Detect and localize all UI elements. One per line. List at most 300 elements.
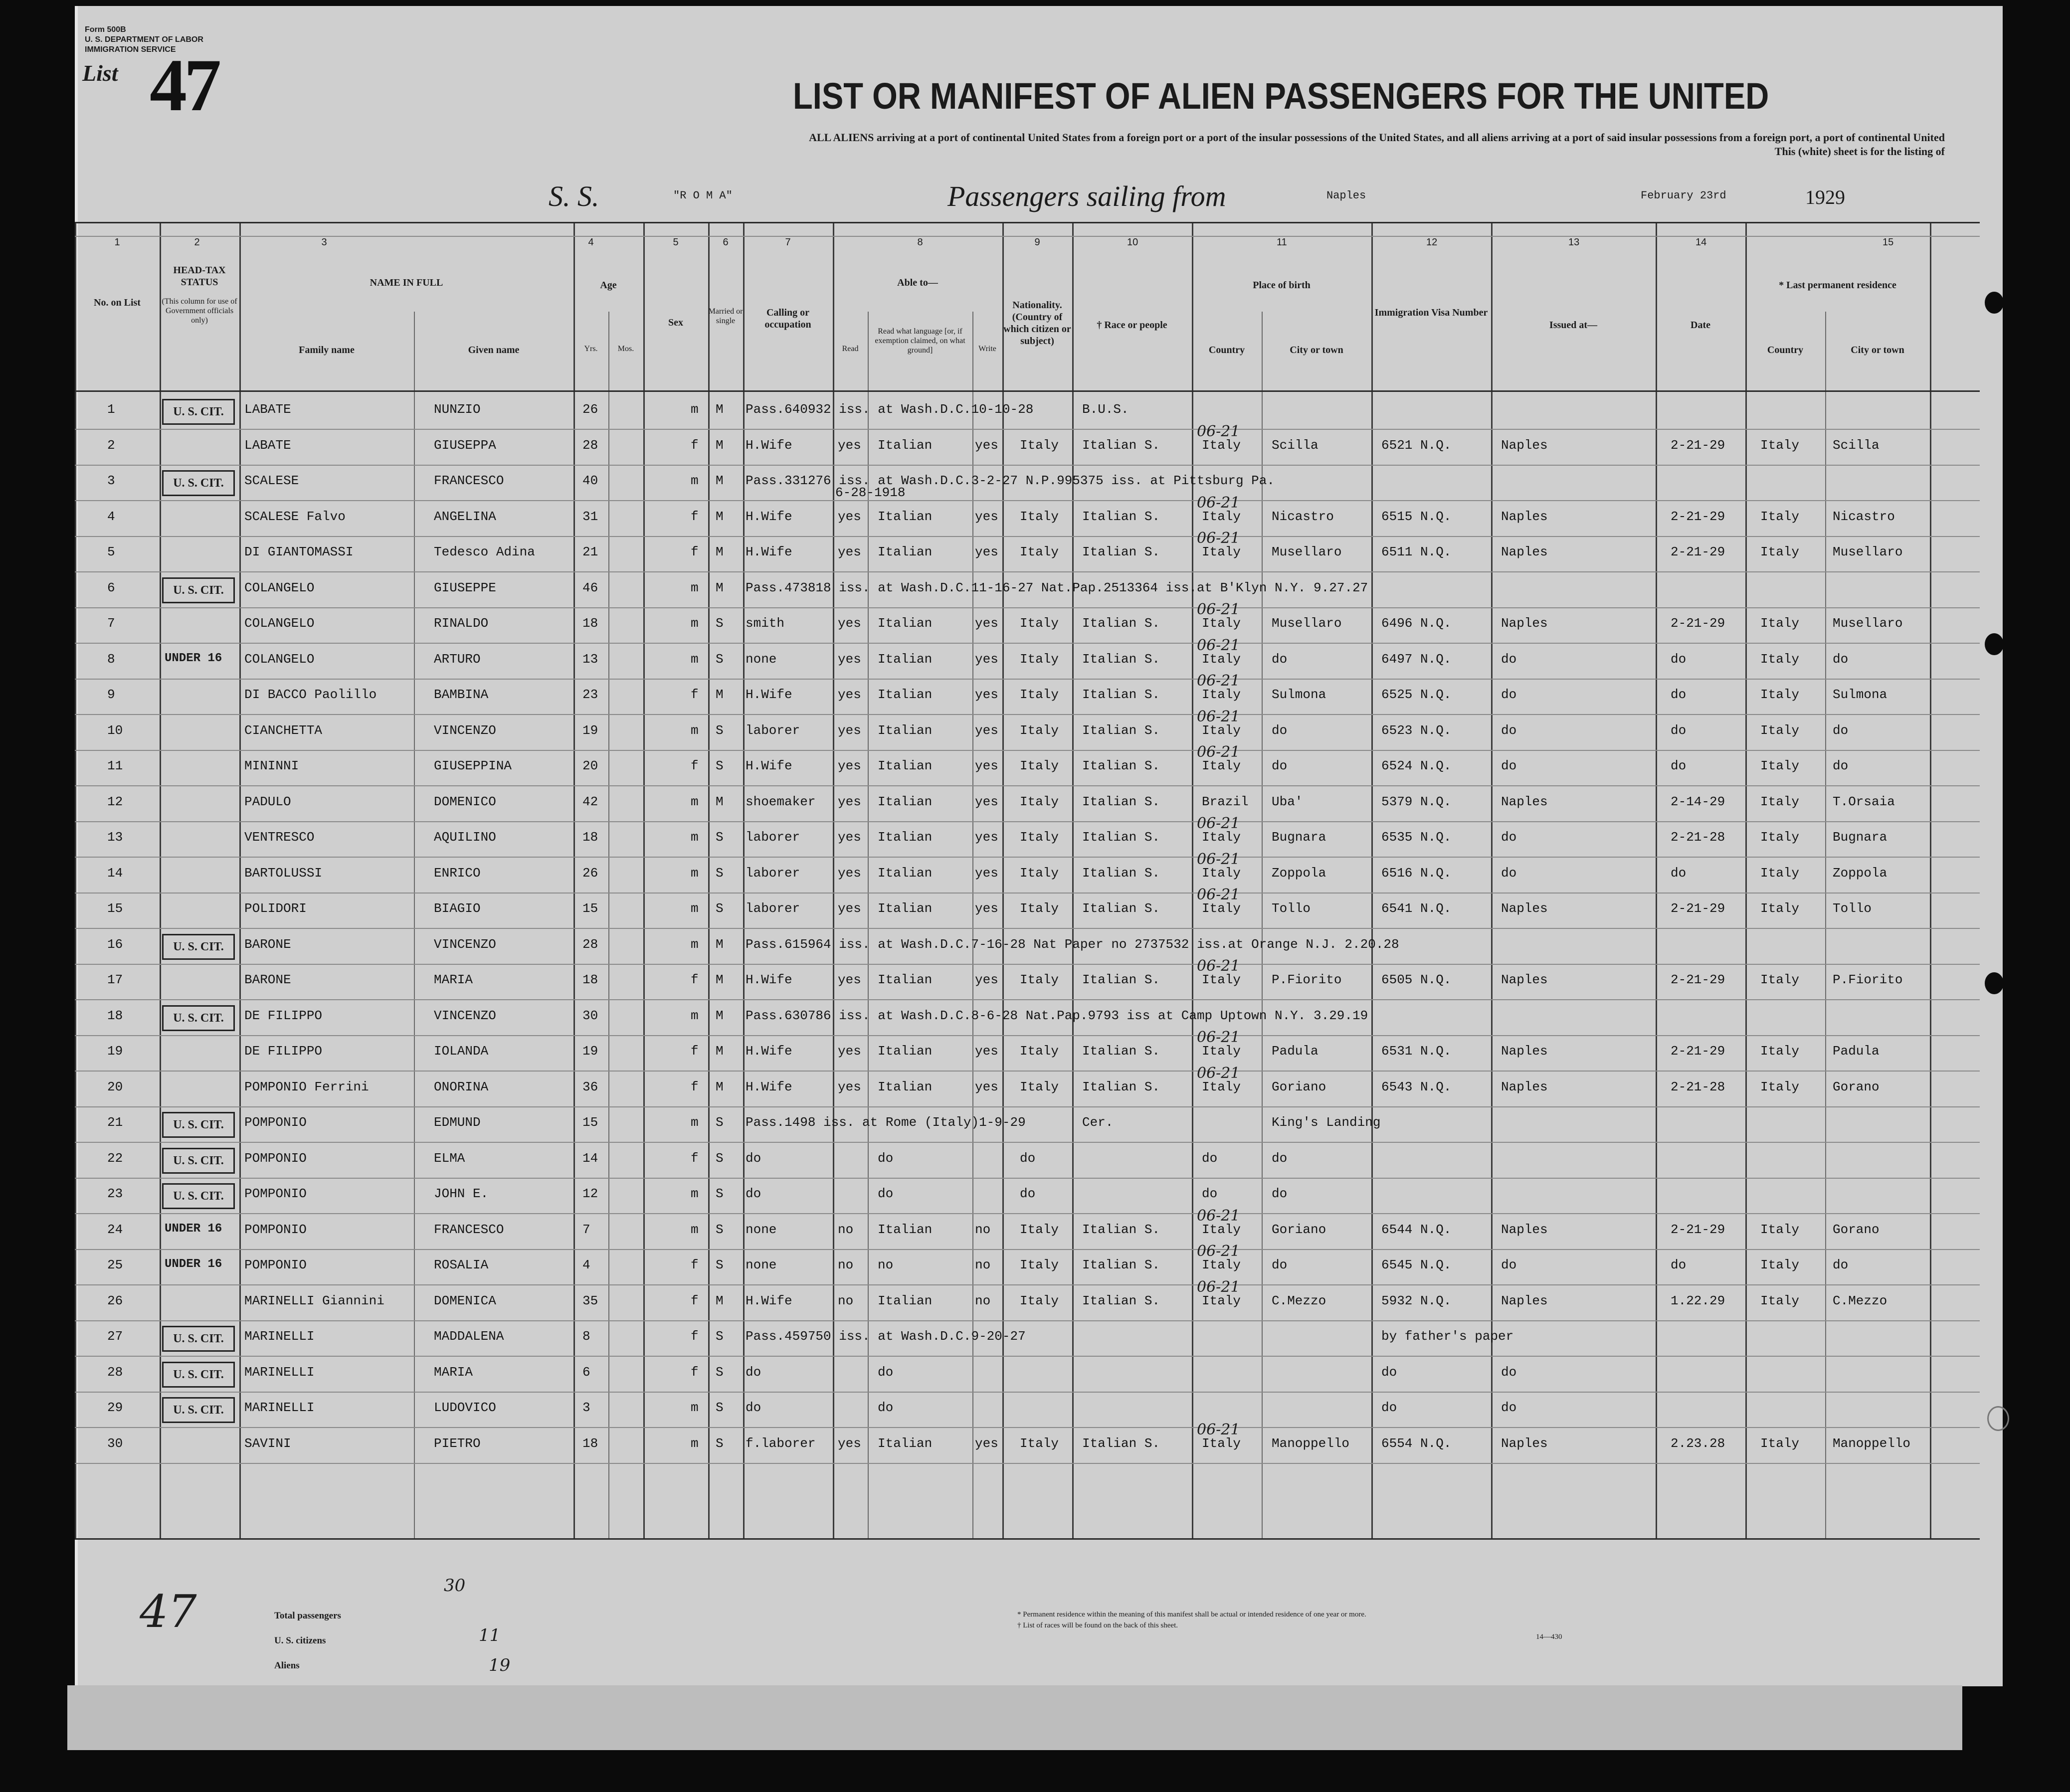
visa-number: by father's paper (1381, 1329, 1514, 1344)
residence-country: Italy (1760, 509, 1800, 524)
residence-city: P.Fiorito (1833, 972, 1903, 987)
read-ability: yes (838, 830, 861, 845)
nationality: Italy (1020, 1079, 1059, 1094)
handwritten-visa-code: 06-21 (1197, 530, 1240, 547)
column-number: 3 (321, 237, 327, 248)
given-name: EDMUND (434, 1115, 481, 1130)
visa-number: 6497 N.Q. (1381, 652, 1452, 667)
issued-at: Naples (1501, 1293, 1548, 1308)
birth-country: Italy (1202, 687, 1241, 702)
given-name: MARIA (434, 1365, 473, 1380)
col-date: Date (1691, 320, 1710, 331)
residence-country: Italy (1760, 758, 1800, 773)
birth-country: Italy (1202, 866, 1241, 881)
passenger-row (75, 423, 1980, 465)
family-name: BARTOLUSSI (244, 866, 323, 881)
us-citizen-stamp: U. S. CIT. (162, 577, 235, 603)
birth-country: Italy (1202, 723, 1241, 738)
column-number: 10 (1127, 237, 1138, 248)
visa-date: do (1671, 758, 1687, 773)
col-no-on-list: No. on List (94, 297, 141, 308)
race-people: Italian S. (1082, 1222, 1160, 1237)
passenger-row (75, 1357, 1980, 1392)
read-ability: yes (838, 544, 861, 559)
sex: m (691, 1222, 699, 1237)
column-number: 6 (723, 237, 729, 248)
issued-at: do (1501, 1257, 1517, 1272)
calling-occupation: do (746, 1151, 761, 1166)
visa-date: 2-21-29 (1671, 616, 1725, 631)
read-language: do (878, 1400, 894, 1415)
given-name: Tedesco Adina (434, 544, 535, 559)
race-people: Italian S. (1082, 616, 1160, 631)
col-res-country: Country (1767, 345, 1804, 356)
family-name: SCALESE Falvo (244, 509, 346, 524)
sex: f (691, 1044, 699, 1059)
race-people: Italian S. (1082, 544, 1160, 559)
read-language: Italian (878, 1222, 933, 1237)
handwritten-visa-code: 06-21 (1197, 1029, 1240, 1046)
given-name: VINCENZO (434, 1008, 496, 1023)
nationality: Italy (1020, 866, 1059, 881)
write-ability: yes (975, 1436, 998, 1451)
read-language: Italian (878, 901, 933, 916)
residence-country: Italy (1760, 544, 1800, 559)
under-16-stamp: UNDER 16 (165, 652, 222, 665)
read-ability: yes (838, 1436, 861, 1451)
family-name: MININNI (244, 758, 299, 773)
visa-number: 6505 N.Q. (1381, 972, 1452, 987)
issued-at: Naples (1501, 438, 1548, 453)
visa-number: 5379 N.Q. (1381, 794, 1452, 809)
sex: m (691, 1115, 699, 1130)
marital-status: S (716, 866, 724, 881)
column-number: 9 (1034, 237, 1040, 248)
visa-number: do (1381, 1365, 1397, 1380)
calling-occupation-line-2: 6-28-1918 (835, 485, 906, 500)
birth-city: Padula (1272, 1044, 1318, 1059)
marital-status: M (716, 580, 724, 595)
birth-country: Italy (1202, 438, 1241, 453)
residence-country: Italy (1760, 1436, 1800, 1451)
passenger-row (75, 886, 1980, 928)
read-language: Italian (878, 438, 933, 453)
birth-country: Italy (1202, 1222, 1241, 1237)
issued-at: Naples (1501, 794, 1548, 809)
given-name: VINCENZO (434, 937, 496, 952)
birth-city: Sulmona (1272, 687, 1326, 702)
passenger-row (75, 672, 1980, 715)
sex: m (691, 794, 699, 809)
race-people: Cer. (1082, 1115, 1114, 1130)
row-number: 16 (107, 937, 123, 952)
row-number: 27 (107, 1329, 123, 1344)
race-people: Italian S. (1082, 794, 1160, 809)
birth-city: King's Landing (1272, 1115, 1381, 1130)
sex: f (691, 972, 699, 987)
passenger-row (75, 1207, 1980, 1250)
write-ability: no (975, 1222, 991, 1237)
birth-city: Uba' (1272, 794, 1303, 809)
handwritten-visa-code: 06-21 (1197, 743, 1240, 761)
table-bottom-rule (75, 1538, 1980, 1540)
residence-city: Bugnara (1833, 830, 1887, 845)
marital-status: S (716, 1115, 724, 1130)
race-people: Italian S. (1082, 1044, 1160, 1059)
birth-city: Nicastro (1272, 509, 1334, 524)
nationality: Italy (1020, 509, 1059, 524)
write-ability: yes (975, 866, 998, 881)
visa-number: 6525 N.Q. (1381, 687, 1452, 702)
read-language: Italian (878, 758, 933, 773)
issued-at: Naples (1501, 616, 1548, 631)
total-count: 30 (444, 1576, 466, 1596)
sex: m (691, 1186, 699, 1201)
col-name-in-full: NAME IN FULL (370, 277, 443, 288)
col-married: Married or single (708, 307, 743, 325)
visa-date: 1.22.29 (1671, 1293, 1725, 1308)
birth-city: Goriano (1272, 1079, 1326, 1094)
handwritten-visa-code: 06-21 (1197, 1278, 1240, 1296)
given-name: GIUSEPPINA (434, 758, 512, 773)
col-calling: Calling or occupation (764, 307, 811, 330)
us-citizen-stamp: U. S. CIT. (162, 1397, 235, 1423)
visa-date: do (1671, 1257, 1687, 1272)
birth-city: Goriano (1272, 1222, 1326, 1237)
punch-ring (1987, 1406, 2009, 1431)
calling-occupation: shoemaker (746, 794, 816, 809)
handwritten-list-mark: 47 (140, 1586, 197, 1638)
race-people: Italian S. (1082, 509, 1160, 524)
sex: f (691, 1329, 699, 1344)
residence-city: Zoppola (1833, 866, 1887, 881)
punch-hole (47, 269, 66, 291)
family-name: DI GIANTOMASSI (244, 544, 354, 559)
header-number-rule (75, 236, 1980, 237)
calling-occupation: Pass.459750 iss. at Wash.D.C.9-20-27 (746, 1329, 1026, 1344)
visa-date: 2.23.28 (1671, 1436, 1725, 1451)
row-number: 20 (107, 1079, 123, 1094)
family-name: MARINELLI (244, 1365, 315, 1380)
write-ability: no (975, 1257, 991, 1272)
read-language: Italian (878, 972, 933, 987)
age-years: 15 (582, 901, 598, 916)
row-number: 10 (107, 723, 123, 738)
family-name: POMPONIO Ferrini (244, 1079, 369, 1094)
family-name: DI BACCO Paolillo (244, 687, 377, 702)
residence-city: C.Mezzo (1833, 1293, 1887, 1308)
page-title: LIST OR MANIFEST OF ALIEN PASSENGERS FOR THE UNITED (793, 75, 1769, 117)
nationality: Italy (1020, 544, 1059, 559)
marital-status: S (716, 758, 724, 773)
col-last-residence: * Last permanent residence (1779, 280, 1896, 291)
handwritten-visa-code: 06-21 (1197, 708, 1240, 725)
residence-country: Italy (1760, 1079, 1800, 1094)
col-birth-city: City or town (1290, 345, 1343, 356)
calling-occupation: none (746, 652, 777, 667)
row-number: 29 (107, 1400, 123, 1415)
write-ability: yes (975, 616, 998, 631)
footnote-residence: * Permanent residence within the meaning of this manifest shall be actual or intended residence of one year or more. (1017, 1611, 1366, 1618)
visa-number: 6541 N.Q. (1381, 901, 1452, 916)
us-citizen-stamp: U. S. CIT. (162, 1326, 235, 1352)
residence-city: do (1833, 758, 1849, 773)
birth-country: do (1202, 1186, 1218, 1201)
sex: f (691, 1257, 699, 1272)
passenger-row (75, 601, 1980, 643)
residence-city: Nicastro (1833, 509, 1895, 524)
visa-number: 6523 N.Q. (1381, 723, 1452, 738)
manifest-table (75, 222, 1980, 1538)
visa-date: 2-21-29 (1671, 972, 1725, 987)
issued-at: Naples (1501, 1436, 1548, 1451)
visa-date: 2-21-28 (1671, 1079, 1725, 1094)
birth-city: do (1272, 1151, 1288, 1166)
row-number: 26 (107, 1293, 123, 1308)
col-visa-number: Immigration Visa Number (1374, 307, 1488, 318)
residence-country: Italy (1760, 972, 1800, 987)
age-years: 26 (582, 866, 598, 881)
passenger-row (75, 851, 1980, 893)
row-number: 1 (107, 402, 115, 417)
read-ability: yes (838, 509, 861, 524)
passenger-row (75, 1000, 1980, 1036)
given-name: VINCENZO (434, 723, 496, 738)
read-language: Italian (878, 544, 933, 559)
header-bottom-rule (75, 390, 1980, 392)
marital-status: M (716, 402, 724, 417)
family-name: MARINELLI (244, 1329, 315, 1344)
row-number: 22 (107, 1151, 123, 1166)
col-race: † Race or people (1097, 320, 1167, 331)
visa-date: do (1671, 866, 1687, 881)
calling-occupation: Pass.1498 iss. at Rome (Italy)1-9-29 (746, 1115, 1026, 1130)
age-years: 23 (582, 687, 598, 702)
punch-hole (1985, 972, 2004, 994)
handwritten-visa-code: 06-21 (1197, 1065, 1240, 1082)
under-16-stamp: UNDER 16 (165, 1222, 222, 1236)
row-number: 6 (107, 580, 115, 595)
column-number: 8 (917, 237, 923, 248)
calling-occupation: Pass.630786 iss. at Wash.D.C.8-6-28 Nat.Pap.9793 iss at Camp Uptown N.Y. 3.29.19 (746, 1008, 1368, 1023)
given-name: GIUSEPPA (434, 438, 496, 453)
issued-at: do (1501, 1365, 1517, 1380)
issued-at: do (1501, 758, 1517, 773)
residence-city: do (1833, 1257, 1849, 1272)
read-ability: yes (838, 652, 861, 667)
family-name: MARINELLI Giannini (244, 1293, 384, 1308)
residence-country: Italy (1760, 794, 1800, 809)
write-ability: yes (975, 1044, 998, 1059)
col-age: Age (600, 280, 617, 291)
nationality: Italy (1020, 794, 1059, 809)
calling-occupation: H.Wife (746, 544, 792, 559)
visa-date: 2-21-29 (1671, 901, 1725, 916)
passenger-row (75, 708, 1980, 750)
visa-number: 6516 N.Q. (1381, 866, 1452, 881)
col-read: Read (842, 345, 859, 353)
birth-city: Tollo (1272, 901, 1311, 916)
age-years: 3 (582, 1400, 590, 1415)
row-number: 11 (107, 758, 123, 773)
residence-country: Italy (1760, 1044, 1800, 1059)
calling-occupation: do (746, 1365, 761, 1380)
nationality: Italy (1020, 723, 1059, 738)
birth-city: do (1272, 758, 1288, 773)
issued-at: do (1501, 687, 1517, 702)
given-name: RINALDO (434, 616, 489, 631)
age-years: 6 (582, 1365, 590, 1380)
citizens-count: 11 (479, 1625, 501, 1645)
read-ability: yes (838, 1044, 861, 1059)
sailing-date: February 23rd (1641, 189, 1726, 202)
visa-number: 6535 N.Q. (1381, 830, 1452, 845)
col-read-language: Read what language [or, if exemption claimed, on what ground] (875, 327, 965, 355)
row-number: 12 (107, 794, 123, 809)
nationality: Italy (1020, 972, 1059, 987)
marital-status: M (716, 544, 724, 559)
visa-date: 2-21-28 (1671, 830, 1725, 845)
residence-country: Italy (1760, 901, 1800, 916)
calling-occupation: H.Wife (746, 1293, 792, 1308)
birth-country: Italy (1202, 544, 1241, 559)
calling-occupation: Pass.473818 iss. at Wash.D.C.11-16-27 Nat.Pap.2513364 iss.at B'Klyn N.Y. 9.27.27 (746, 580, 1368, 595)
age-years: 19 (582, 723, 598, 738)
given-name: ROSALIA (434, 1257, 489, 1272)
write-ability: yes (975, 723, 998, 738)
form-code: 14—430 (1536, 1633, 1562, 1641)
column-number: 1 (114, 237, 120, 248)
passenger-row (75, 394, 1980, 429)
read-ability: yes (838, 1079, 861, 1094)
residence-country: Italy (1760, 830, 1800, 845)
age-years: 8 (582, 1329, 590, 1344)
col-nationality: Nationality. (Country of which citizen or subject) (1003, 300, 1071, 347)
residence-city: Sulmona (1833, 687, 1887, 702)
issued-at: Naples (1501, 1079, 1548, 1094)
passenger-row (75, 1278, 1980, 1321)
write-ability: yes (975, 1079, 998, 1094)
passenger-row (75, 957, 1980, 1000)
issued-at: Naples (1501, 509, 1548, 524)
header-top-rule (75, 222, 1980, 223)
nationality: Italy (1020, 616, 1059, 631)
issued-at: Naples (1501, 901, 1548, 916)
residence-city: Gorano (1833, 1079, 1880, 1094)
read-ability: yes (838, 972, 861, 987)
read-ability: no (838, 1293, 854, 1308)
read-language: do (878, 1365, 894, 1380)
birth-country: do (1202, 1151, 1218, 1166)
visa-number: 6545 N.Q. (1381, 1257, 1452, 1272)
passenger-row (75, 743, 1980, 786)
row-number: 2 (107, 438, 115, 453)
sex: m (691, 723, 699, 738)
nationality: Italy (1020, 1222, 1059, 1237)
passenger-row (75, 1178, 1980, 1214)
family-name: CIANCHETTA (244, 723, 323, 738)
row-number: 15 (107, 901, 123, 916)
col-given-name: Given name (468, 345, 520, 356)
passenger-row (75, 786, 1980, 822)
age-years: 7 (582, 1222, 590, 1237)
residence-country: Italy (1760, 1257, 1800, 1272)
residence-city: Musellaro (1833, 544, 1903, 559)
issued-at: do (1501, 723, 1517, 738)
handwritten-visa-code: 06-21 (1197, 423, 1240, 440)
sex: f (691, 687, 699, 702)
birth-country: Italy (1202, 509, 1241, 524)
read-language: Italian (878, 1293, 933, 1308)
read-language: Italian (878, 866, 933, 881)
sex: m (691, 901, 699, 916)
read-ability: yes (838, 794, 861, 809)
race-people: Italian S. (1082, 723, 1160, 738)
marital-status: S (716, 1257, 724, 1272)
us-citizen-stamp: U. S. CIT. (162, 1148, 235, 1174)
passenger-row (75, 530, 1980, 572)
issued-at: Naples (1501, 544, 1548, 559)
visa-date: 2-21-29 (1671, 1044, 1725, 1059)
issued-at: do (1501, 830, 1517, 845)
residence-city: Manoppello (1833, 1436, 1911, 1451)
col-able-to: Able to— (897, 277, 938, 288)
citizens-label: U. S. citizens (274, 1635, 326, 1646)
nationality: Italy (1020, 830, 1059, 845)
passenger-row (75, 1321, 1980, 1356)
race-people: Italian S. (1082, 438, 1160, 453)
residence-city: Gorano (1833, 1222, 1880, 1237)
calling-occupation: laborer (746, 901, 800, 916)
marital-status: M (716, 1044, 724, 1059)
under-16-stamp: UNDER 16 (165, 1257, 222, 1271)
handwritten-visa-code: 06-21 (1197, 957, 1240, 975)
sailing-year: 1929 (1805, 186, 1845, 208)
footnote-races: † List of races will be found on the back of this sheet. (1017, 1621, 1178, 1629)
age-years: 35 (582, 1293, 598, 1308)
col-head-tax: HEAD-TAX STATUS (173, 265, 226, 288)
sex: f (691, 509, 699, 524)
row-number: 3 (107, 473, 115, 488)
issued-at: Naples (1501, 972, 1548, 987)
race-people: Italian S. (1082, 1257, 1160, 1272)
nationality: do (1020, 1186, 1036, 1201)
given-name: ANGELINA (434, 509, 496, 524)
visa-date: 2-21-29 (1671, 509, 1725, 524)
passenger-row (75, 572, 1980, 608)
sex: m (691, 866, 699, 881)
handwritten-visa-code: 06-21 (1197, 601, 1240, 618)
visa-date: do (1671, 687, 1687, 702)
age-years: 15 (582, 1115, 598, 1130)
us-citizen-stamp: U. S. CIT. (162, 1362, 235, 1388)
read-language: no (878, 1257, 894, 1272)
calling-occupation: H.Wife (746, 509, 792, 524)
read-ability: no (838, 1257, 854, 1272)
visa-date: 2-21-29 (1671, 1222, 1725, 1237)
calling-occupation: H.Wife (746, 1044, 792, 1059)
calling-occupation: f.laborer (746, 1436, 816, 1451)
row-number: 8 (107, 652, 115, 667)
nationality: Italy (1020, 1293, 1059, 1308)
sex: f (691, 438, 699, 453)
family-name: COLANGELO (244, 580, 315, 595)
us-citizen-stamp: U. S. CIT. (162, 934, 235, 960)
write-ability: yes (975, 794, 998, 809)
age-years: 18 (582, 830, 598, 845)
given-name: IOLANDA (434, 1044, 489, 1059)
read-ability: no (838, 1222, 854, 1237)
